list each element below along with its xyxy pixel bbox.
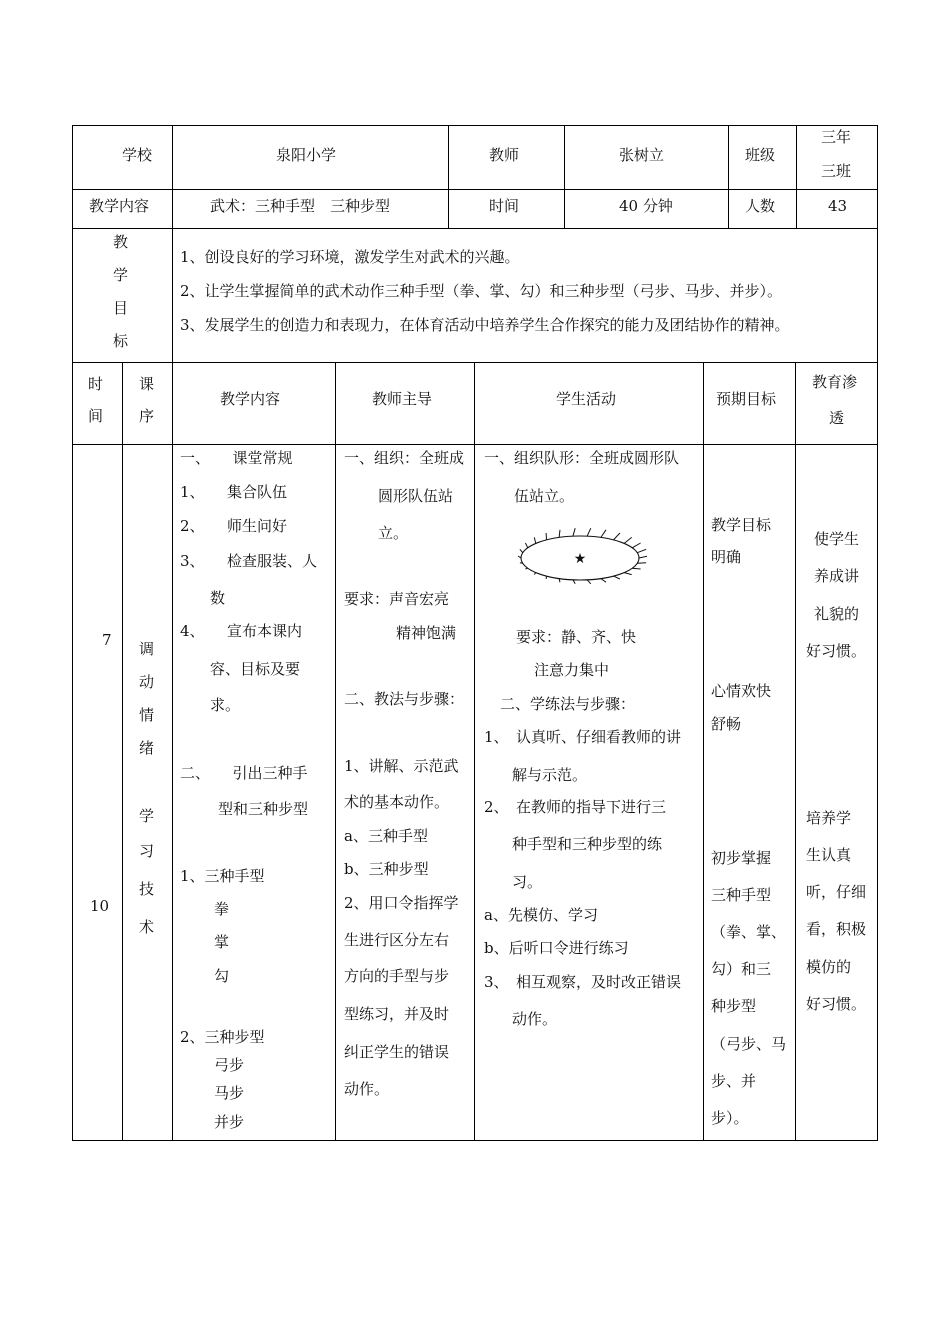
student-mark xyxy=(525,543,527,548)
edu-line: 礼貌的 xyxy=(814,605,860,623)
student-mark xyxy=(573,528,575,536)
class-value-line1: 三年 xyxy=(821,128,852,146)
expected-line: 初步掌握 xyxy=(711,849,772,867)
class-label: 班级 xyxy=(745,146,776,164)
teacher-star-icon: ★ xyxy=(573,551,587,567)
student-mark xyxy=(601,530,606,538)
col-header-edu: 教育渗 xyxy=(812,373,858,391)
col-divider xyxy=(335,362,336,1141)
teacher-line: 型练习，并及时 xyxy=(344,1005,450,1023)
col-divider xyxy=(172,125,173,229)
col-divider xyxy=(564,125,565,229)
goals-label-char: 标 xyxy=(113,332,129,350)
teacher-line: a、三种手型 xyxy=(344,827,428,845)
student-line: 种手型和三种步型的练 xyxy=(512,835,663,853)
content-line: 并步 xyxy=(214,1113,245,1131)
expected-line: 教学目标 xyxy=(711,516,772,534)
circle-formation-diagram xyxy=(517,520,647,590)
student-mark xyxy=(534,573,536,575)
student-mark xyxy=(601,579,606,583)
teacher-line: 生进行区分左右 xyxy=(344,931,450,949)
expected-line: 勾）和三 xyxy=(711,960,772,978)
col-header-time: 时 xyxy=(88,375,104,393)
student-mark xyxy=(587,528,591,536)
edu-line: 听，仔细 xyxy=(806,883,867,901)
goal-item: 3、发展学生的创造力和表现力，在体育活动中培养学生合作探究的能力及团结协作的精神。 xyxy=(180,316,790,334)
col-divider xyxy=(172,228,173,363)
student-line: 2、 在教师的指导下进行三 xyxy=(484,798,667,816)
content-line: 2、三种步型 xyxy=(180,1028,265,1046)
content-label: 教学内容 xyxy=(89,197,150,215)
col-divider xyxy=(703,362,704,1141)
col-header-expected: 预期目标 xyxy=(716,390,777,408)
col-header-seq: 序 xyxy=(139,407,155,425)
col-divider xyxy=(448,125,449,229)
teacher-line: 动作。 xyxy=(344,1080,390,1098)
seq-char: 习 xyxy=(139,842,155,860)
table-border-left xyxy=(72,125,73,1141)
goal-item: 2、让学生掌握简单的武术动作三种手型（拳、掌、勾）和三种步型（弓步、马步、并步）。 xyxy=(180,282,783,300)
student-mark xyxy=(614,576,620,579)
col-divider xyxy=(122,362,123,1141)
table-border-bottom xyxy=(72,1140,878,1141)
teacher-line: b、三种步型 xyxy=(344,860,429,878)
school-value: 泉阳小学 xyxy=(276,146,337,164)
goal-item: 1、创设良好的学习环境，激发学生对武术的兴趣。 xyxy=(180,248,520,266)
edu-line: 模仿的 xyxy=(806,958,852,976)
content-line: 1、 集合队伍 xyxy=(180,483,288,501)
row-divider xyxy=(72,444,878,445)
student-mark xyxy=(520,549,523,552)
student-line: 动作。 xyxy=(512,1010,558,1028)
student-line: 伍站立。 xyxy=(514,487,575,505)
expected-line: 三种手型 xyxy=(711,886,772,904)
student-mark xyxy=(624,573,632,575)
col-divider xyxy=(172,362,173,1141)
seq-char: 技 xyxy=(139,880,155,898)
teacher-value: 张树立 xyxy=(619,146,665,164)
col-divider xyxy=(474,362,475,1141)
time-minutes: 10 xyxy=(90,897,110,915)
student-mark xyxy=(639,556,647,558)
expected-line: （拳、掌、 xyxy=(711,923,787,941)
edu-line: 使学生 xyxy=(814,530,860,548)
student-line: b、后听口令进行练习 xyxy=(484,939,629,957)
content-line: 型和三种步型 xyxy=(218,800,309,818)
student-line: 注意力集中 xyxy=(534,661,610,679)
student-mark xyxy=(632,568,640,569)
content-line: 2、 师生问好 xyxy=(180,517,288,535)
expected-line: 心情欢快 xyxy=(711,682,772,700)
student-line: 要求：静、齐、快 xyxy=(516,628,637,646)
teacher-line: 立。 xyxy=(378,524,409,542)
col-divider xyxy=(795,362,796,1141)
table-border-top xyxy=(72,125,878,126)
edu-line: 看，积极 xyxy=(806,920,867,938)
student-mark xyxy=(614,533,620,540)
goals-label-char: 教 xyxy=(113,233,129,251)
expected-line: 舒畅 xyxy=(711,715,742,733)
edu-line: 生认真 xyxy=(806,846,852,864)
content-line: 1、三种手型 xyxy=(180,867,265,885)
content-line: 3、 检查服装、人 xyxy=(180,552,318,570)
student-mark xyxy=(637,563,646,564)
edu-line: 培养学 xyxy=(806,809,852,827)
col-header-edu: 透 xyxy=(829,409,845,427)
col-divider xyxy=(796,125,797,229)
content-line: 容、目标及要 xyxy=(210,660,301,678)
teacher-line: 精神饱满 xyxy=(396,624,457,642)
student-mark xyxy=(559,530,560,538)
teacher-line: 方向的手型与步 xyxy=(344,967,450,985)
student-line: 一、组织队形：全班成圆形队 xyxy=(484,449,680,467)
edu-line: 好习惯。 xyxy=(806,642,867,660)
student-mark xyxy=(525,568,527,569)
table-border-right xyxy=(877,125,878,1141)
teacher-line: 1、讲解、示范武 xyxy=(344,757,459,775)
seq-char: 术 xyxy=(139,918,155,936)
seq-char: 学 xyxy=(139,807,155,825)
class-value-line2: 三班 xyxy=(821,162,852,180)
col-header-seq: 课 xyxy=(139,375,155,393)
col-header-content: 教学内容 xyxy=(220,390,281,408)
expected-line: 步）。 xyxy=(711,1109,749,1127)
col-divider xyxy=(728,125,729,229)
time-label: 时间 xyxy=(489,197,520,215)
student-mark xyxy=(624,537,632,543)
content-value: 武术：三种手型 三种步型 xyxy=(210,197,391,215)
teacher-line: 术的基本动作。 xyxy=(344,793,450,811)
content-line: 求。 xyxy=(210,696,241,714)
student-mark xyxy=(534,537,536,543)
row-divider xyxy=(72,362,878,363)
expected-line: 种步型 xyxy=(711,997,757,1015)
school-label: 学校 xyxy=(122,146,153,164)
teacher-line: 纠正学生的错误 xyxy=(344,1043,450,1061)
teacher-label: 教师 xyxy=(489,146,520,164)
student-line: a、先模仿、学习 xyxy=(484,906,598,924)
seq-char: 情 xyxy=(139,706,155,724)
content-line: 一、 课堂常规 xyxy=(180,449,293,467)
time-value: 40 分钟 xyxy=(619,197,673,215)
col-header-teacher: 教师主导 xyxy=(372,390,433,408)
student-line: 1、 认真听、仔细看教师的讲 xyxy=(484,728,682,746)
seq-char: 调 xyxy=(139,640,155,658)
count-value: 43 xyxy=(828,197,848,215)
student-mark xyxy=(520,563,523,564)
content-line: 4、 宣布本课内 xyxy=(180,622,303,640)
content-line: 掌 xyxy=(214,933,230,951)
col-header-student: 学生活动 xyxy=(556,390,617,408)
student-line: 解与示范。 xyxy=(512,766,588,784)
row-divider xyxy=(72,189,878,190)
student-mark xyxy=(632,543,640,548)
seq-char: 绪 xyxy=(139,739,155,757)
teacher-line: 一、组织：全班成 xyxy=(344,449,465,467)
seq-char: 动 xyxy=(139,673,155,691)
content-line: 二、 引出三种手 xyxy=(180,764,308,782)
goals-label-char: 学 xyxy=(113,266,129,284)
time-minutes: 7 xyxy=(102,631,112,649)
teacher-line: 圆形队伍站 xyxy=(378,487,454,505)
content-line: 马步 xyxy=(214,1084,245,1102)
expected-line: （弓步、马 xyxy=(711,1035,787,1053)
goals-label-char: 目 xyxy=(113,299,129,317)
content-line: 数 xyxy=(210,589,226,607)
student-line: 3、 相互观察，及时改正错误 xyxy=(484,973,682,991)
teacher-line: 2、用口令指挥学 xyxy=(344,894,459,912)
student-line: 二、学练法与步骤： xyxy=(500,695,636,713)
content-line: 勾 xyxy=(214,967,230,985)
teacher-line: 二、教法与步骤： xyxy=(344,690,465,708)
content-line: 拳 xyxy=(214,900,230,918)
expected-line: 明确 xyxy=(711,548,742,566)
student-line: 习。 xyxy=(512,873,543,891)
student-mark xyxy=(637,549,646,552)
edu-line: 好习惯。 xyxy=(806,995,867,1013)
row-divider xyxy=(72,228,878,229)
edu-line: 养成讲 xyxy=(814,567,860,585)
count-label: 人数 xyxy=(745,197,776,215)
teacher-line: 要求：声音宏亮 xyxy=(344,590,450,608)
content-line: 弓步 xyxy=(214,1056,245,1074)
col-header-time: 间 xyxy=(88,407,104,425)
expected-line: 步、并 xyxy=(711,1072,757,1090)
student-mark xyxy=(587,580,591,584)
